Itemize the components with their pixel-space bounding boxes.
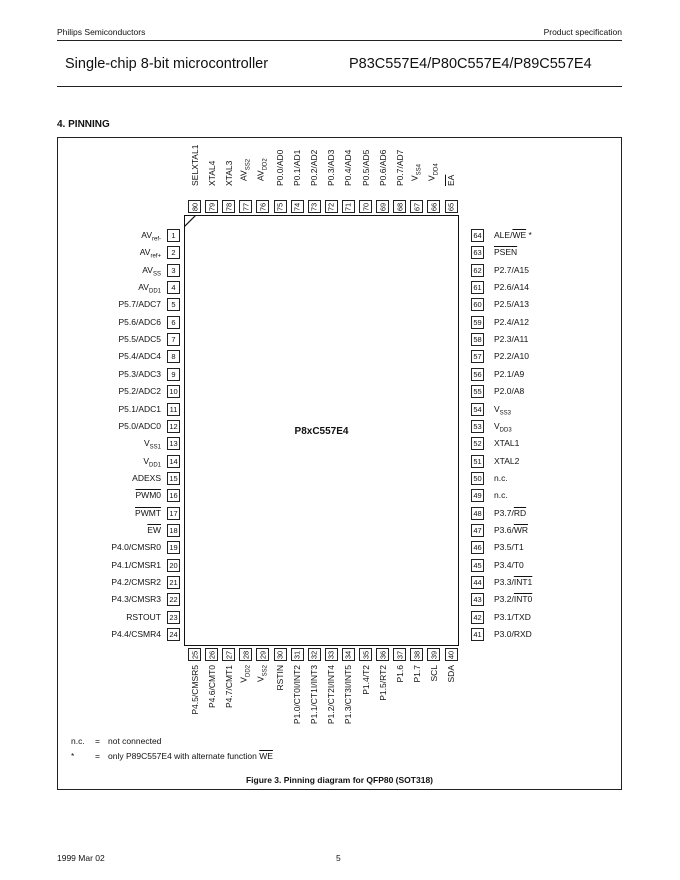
document-title-left: Single-chip 8-bit microcontroller — [65, 56, 269, 72]
pin-label-10: P5.2/ADC2 — [118, 386, 161, 397]
pin-number-74 — [291, 200, 304, 213]
pin-label-72: P0.3/AD3 — [326, 149, 337, 186]
pin-number-76 — [256, 200, 269, 213]
pin-label-77: $AV_{SS2}$ — [238, 159, 252, 182]
pin-number-text-36: 36 — [378, 650, 388, 659]
pin-number-29 — [256, 648, 269, 661]
pin-number-text-78: 78 — [224, 202, 234, 211]
pin-label-13: $V_{SS1}$ — [143, 438, 161, 451]
pin-number-text-31: 31 — [292, 650, 302, 659]
pin-number-44: 44 — [471, 576, 484, 589]
pin-number-text-40: 40 — [446, 650, 456, 659]
pin-number-19: 19 — [167, 541, 180, 554]
pin-number-text-80: 80 — [190, 202, 199, 211]
pin-number-text-65: 65 — [446, 202, 456, 211]
footer-date: 1999 Mar 02 — [57, 853, 105, 863]
pin-label-78: XTAL3 — [223, 160, 234, 186]
chip-name: P8xC557E4 — [294, 426, 349, 437]
pin-number-77 — [239, 200, 252, 213]
note-star-text: only P89C557E4 with alternate function $\overline{WE}$ — [108, 751, 273, 761]
pin-label-58: P2.3/A11 — [494, 334, 529, 345]
page-number: 5 — [336, 853, 341, 863]
pin-number-58: 58 — [471, 333, 484, 346]
pin-number-20: 20 — [167, 559, 180, 572]
pin-label-36: P1.5/RT2 — [377, 665, 388, 701]
pin-number-52: 52 — [471, 437, 484, 450]
pin-number-text-27: 27 — [224, 650, 234, 659]
note-star-eq: = — [95, 751, 100, 761]
pin-number-text-74: 74 — [292, 202, 302, 211]
pin-number-text-77: 77 — [241, 202, 251, 211]
pin-number-11: 11 — [167, 403, 180, 416]
pin-label-66: $V_{DD4}$ — [426, 163, 440, 182]
note-nc-eq: = — [95, 736, 100, 746]
pin-label-21: P4.2/CMSR2 — [111, 577, 161, 587]
pin-number-79 — [205, 200, 218, 213]
pin-number-63: 63 — [471, 246, 484, 259]
pin-number-22: 22 — [167, 593, 180, 606]
pin-number-56: 56 — [471, 368, 484, 381]
pin1-notch — [184, 215, 198, 229]
pin-number-27 — [222, 648, 235, 661]
pin-label-20: P4.1/CMSR1 — [111, 559, 161, 570]
pin-label-65: $\overline{EA}$ — [446, 174, 456, 186]
pin-label-23: RSTOUT — [126, 611, 161, 622]
pin-number-text-29: 29 — [258, 650, 268, 659]
pin-number-59: 59 — [471, 316, 484, 329]
pin-number-71 — [342, 200, 355, 213]
pin-label-19: P4.0/CMSR0 — [111, 542, 161, 553]
pin-label-50: n.c. — [494, 472, 508, 483]
pin-label-61: P2.6/A14 — [494, 282, 529, 293]
company-name: Philips Semiconductors — [57, 27, 146, 37]
pin-number-13: 13 — [167, 437, 180, 450]
pin-number-text-67: 67 — [412, 202, 422, 211]
pin-label-74: P0.1/AD1 — [292, 149, 303, 186]
pin-number-1: 1 — [167, 229, 180, 242]
pin-label-7: P5.5/ADC5 — [118, 334, 161, 345]
pin-number-23: 23 — [167, 611, 180, 624]
pin-number-32 — [308, 648, 321, 661]
pin-number-46: 46 — [471, 541, 484, 554]
pin-number-12: 12 — [167, 420, 180, 433]
pin-number-35 — [359, 648, 372, 661]
pin-label-1: $AV_{ref-}$ — [141, 230, 161, 243]
pin-label-57: P2.2/A10 — [494, 351, 529, 362]
pin-label-41: P3.0/RXD — [494, 629, 532, 640]
pin-label-80: SELXTAL1 — [189, 144, 200, 186]
pin-label-64: ALE/$\overline{WE}$ * — [494, 230, 532, 240]
pin-label-45: P3.4/T0 — [494, 559, 524, 570]
pin-label-42: P3.1/TXD — [494, 611, 531, 622]
pin-number-48: 48 — [471, 507, 484, 520]
pin-label-47: $P3.6/\overline{WR}$ — [494, 524, 529, 535]
pin-label-4: $AV_{DD1}$ — [138, 282, 161, 295]
pin-number-72 — [325, 200, 338, 213]
pin-number-47: 47 — [471, 524, 484, 537]
pin-label-59: P2.4/A12 — [494, 316, 529, 327]
pin-number-3: 3 — [167, 264, 180, 277]
pin-number-9: 9 — [167, 368, 180, 381]
pin-label-11: P5.1/ADC1 — [118, 403, 161, 414]
pin-number-68 — [393, 200, 406, 213]
pin-number-26 — [205, 648, 218, 661]
note-star-key: * — [71, 751, 75, 761]
pin-number-text-66: 66 — [429, 202, 439, 211]
pin-number-15: 15 — [167, 472, 180, 485]
pin-label-63: PSEN — [494, 247, 518, 258]
pin-number-70 — [359, 200, 372, 213]
pin-number-36 — [376, 648, 389, 661]
pin-number-text-37: 37 — [395, 650, 405, 659]
pin-number-80 — [188, 200, 201, 213]
pin-label-79: XTAL4 — [206, 160, 217, 186]
pin-number-54: 54 — [471, 403, 484, 416]
pin-label-76: $AV_{DD2}$ — [255, 158, 269, 182]
pin-label-44: P3.3/INT1 — [494, 577, 533, 587]
pin-number-38 — [410, 648, 423, 661]
pin-label-16: PWM0 — [135, 490, 161, 501]
pin-label-25: P4.5/CMSR5 — [189, 665, 200, 715]
pin-label-33: P1.2/CT2I/INT4 — [326, 665, 337, 725]
pin-number-50: 50 — [471, 472, 484, 485]
pin-label-2: $AV_{ref+}$ — [139, 247, 161, 261]
figure-caption: Figure 3. Pinning diagram for QFP80 (SOT318) — [245, 775, 434, 785]
pin-label-55: P2.0/A8 — [494, 386, 525, 397]
pin-label-62: P2.7/A15 — [494, 264, 529, 275]
pin-number-text-25: 25 — [190, 650, 199, 659]
pin-number-text-70: 70 — [361, 202, 370, 211]
pin-number-21: 21 — [167, 576, 180, 589]
pin-label-18: $\overline{EW}$ — [147, 524, 161, 535]
pin-number-51: 51 — [471, 455, 484, 468]
pin-label-31: P1.0/CT0I/INT2 — [292, 665, 303, 725]
pin-number-5: 5 — [167, 298, 180, 311]
pin-label-37: P1.6 — [394, 665, 405, 683]
pin-number-37 — [393, 648, 406, 661]
pin-number-text-33: 33 — [326, 650, 336, 659]
pin-number-text-34: 34 — [343, 650, 353, 659]
pin-label-39: SCL — [428, 665, 439, 682]
pin-label-43: P3.2/INT0 — [494, 594, 533, 605]
pin-number-60: 60 — [471, 298, 484, 311]
pin-number-40 — [445, 648, 458, 661]
pin-number-text-75: 75 — [275, 202, 285, 211]
pin-label-22: P4.3/CMSR3 — [111, 594, 161, 605]
pin-number-34 — [342, 648, 355, 661]
pin-number-30 — [274, 648, 287, 661]
pin-label-29: $V_{SS2}$ — [255, 665, 269, 683]
pin-label-8: P5.4/ADC4 — [118, 351, 161, 362]
pin-label-53: $V_{DD3}$ — [494, 420, 512, 434]
pin-number-67 — [410, 200, 423, 213]
pin-number-text-32: 32 — [309, 650, 319, 659]
pin-label-71: P0.4/AD4 — [343, 149, 354, 186]
note-nc-key: n.c. — [71, 736, 85, 746]
pin-number-16: 16 — [167, 489, 180, 502]
pin-label-56: P2.1/A9 — [494, 368, 525, 379]
pin-number-14: 14 — [167, 455, 180, 468]
document-title-right: P83C557E4/P80C557E4/P89C557E4 — [349, 56, 592, 72]
pin-number-62: 62 — [471, 264, 484, 277]
header-rule-top — [57, 40, 622, 41]
pin-label-12: P5.0/ADC0 — [118, 420, 161, 431]
pin-number-4: 4 — [167, 281, 180, 294]
pin-label-17: PWMT — [135, 507, 161, 518]
pin-label-60: P2.5/A13 — [494, 299, 529, 310]
pin-number-61: 61 — [471, 281, 484, 294]
section-heading: 4. PINNING — [57, 119, 110, 130]
pin-number-text-73: 73 — [309, 202, 319, 211]
pin-number-65 — [445, 200, 458, 213]
pin-number-text-28: 28 — [241, 650, 251, 659]
pin-number-64: 64 — [471, 229, 484, 242]
pin-label-73: P0.2/AD2 — [309, 149, 320, 186]
pin-label-3: $AV_{SS}$ — [142, 264, 161, 278]
pin-number-17: 17 — [167, 507, 180, 520]
pin-label-75: P0.0/AD0 — [275, 149, 285, 186]
pin-number-text-72: 72 — [326, 202, 336, 211]
pin-number-45: 45 — [471, 559, 484, 572]
pin-label-28: $V_{DD2}$ — [238, 665, 252, 683]
pin-number-55: 55 — [471, 385, 484, 398]
pin-number-text-30: 30 — [275, 650, 285, 659]
pin-number-text-26: 26 — [207, 650, 217, 659]
header-rule-bottom — [57, 86, 622, 87]
pin-label-52: XTAL1 — [494, 438, 520, 449]
pin-number-text-38: 38 — [412, 650, 422, 659]
pin-number-text-69: 69 — [378, 202, 388, 211]
pin-number-7: 7 — [167, 333, 180, 346]
note-nc-text: not connected — [108, 736, 162, 746]
pin-number-39 — [427, 648, 440, 661]
pin-label-35: P1.4/T2 — [360, 665, 371, 695]
pin-label-15: ADEXS — [132, 472, 161, 483]
pin-label-38: P1.7 — [411, 665, 422, 683]
pin-label-24: P4.4/CSMR4 — [111, 629, 161, 640]
pin-number-57: 57 — [471, 350, 484, 363]
pin-number-2: 2 — [167, 246, 180, 259]
pin-label-48: $P3.7/\overline{RD}$ — [494, 507, 527, 518]
pin-number-25 — [188, 648, 201, 661]
pin-number-66 — [427, 200, 440, 213]
pin-label-46: P3.5/T1 — [494, 542, 524, 553]
pin-number-31 — [291, 648, 304, 661]
pin-label-51: XTAL2 — [494, 455, 520, 466]
pin-label-27: P4.7/CMT1 — [223, 665, 234, 708]
pin-number-text-79: 79 — [207, 202, 217, 211]
pin-number-33 — [325, 648, 338, 661]
pin-label-70: P0.5/AD5 — [360, 149, 371, 186]
pin-label-54: $V_{SS3}$ — [494, 403, 512, 417]
pin-number-42: 42 — [471, 611, 484, 624]
document-type: Product specification — [543, 27, 622, 37]
pin-label-67: $V_{SS4}$ — [409, 164, 423, 182]
pin-label-5: P5.7/ADC7 — [118, 299, 161, 310]
pin-label-14: $V_{DD1}$ — [143, 455, 161, 469]
pin-number-text-68: 68 — [395, 202, 405, 211]
pin-label-6: P5.6/ADC6 — [118, 316, 161, 327]
pin-label-40: SDA — [446, 665, 456, 683]
pin-number-text-76: 76 — [258, 202, 268, 211]
pin-number-text-35: 35 — [361, 650, 370, 659]
pin-label-26: P4.6/CMT0 — [206, 665, 217, 708]
pin-label-49: n.c. — [494, 490, 508, 501]
pin-number-43: 43 — [471, 593, 484, 606]
pin-label-30: RSTIN — [275, 665, 285, 691]
pin-number-24: 24 — [167, 628, 180, 641]
pin-label-69: P0.6/AD6 — [377, 149, 388, 186]
pin-number-41: 41 — [471, 628, 484, 641]
pin-number-text-71: 71 — [343, 202, 353, 211]
pin-number-75 — [274, 200, 287, 213]
pin-label-34: P1.3/CT3I/INT5 — [343, 665, 354, 725]
pin-label-9: P5.3/ADC3 — [118, 368, 161, 379]
pin-number-10: 10 — [167, 385, 180, 398]
pin-label-32: P1.1/CT1I/INT3 — [309, 665, 320, 725]
pin-number-78 — [222, 200, 235, 213]
pin-number-49: 49 — [471, 489, 484, 502]
pin-number-6: 6 — [167, 316, 180, 329]
pin-number-73 — [308, 200, 321, 213]
pin-number-text-39: 39 — [429, 650, 439, 659]
pin-number-69 — [376, 200, 389, 213]
pin-label-68: P0.7/AD7 — [394, 149, 405, 186]
pin-number-18: 18 — [167, 524, 180, 537]
pin-number-28 — [239, 648, 252, 661]
pin-number-53: 53 — [471, 420, 484, 433]
pin-number-8: 8 — [167, 350, 180, 363]
